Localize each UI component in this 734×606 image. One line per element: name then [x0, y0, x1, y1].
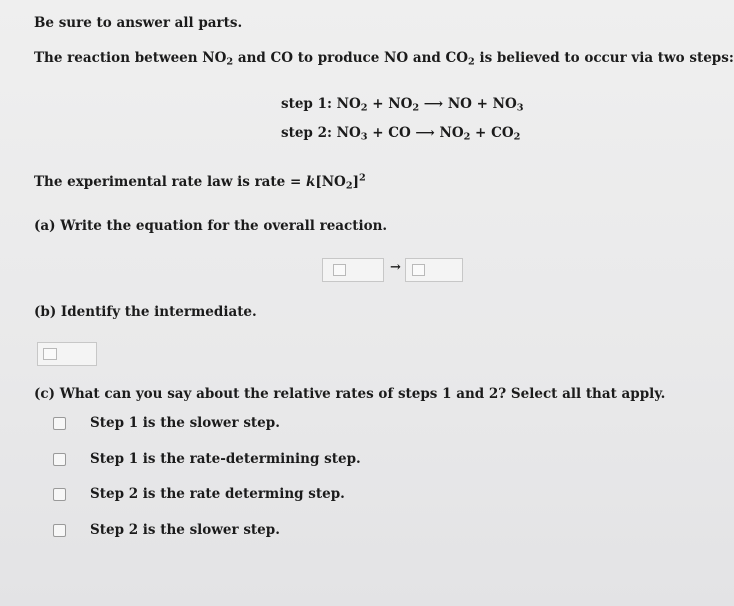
- part-b-prompt: (b) Identify the intermediate.: [34, 304, 257, 320]
- products-input-slot: [412, 264, 425, 276]
- option-checkbox-2[interactable]: [53, 453, 66, 466]
- option-checkbox-4[interactable]: [53, 524, 66, 537]
- option-label-3: Step 2 is the rate determing step.: [90, 486, 345, 502]
- intermediate-input[interactable]: [37, 342, 97, 366]
- part-c-prompt: (c) What can you say about the relative rates of steps 1 and 2? Select all that apply.: [34, 386, 666, 402]
- option-label-2: Step 1 is the rate-determining step.: [90, 451, 361, 467]
- reaction-arrow: →: [390, 260, 401, 275]
- option-checkbox-3[interactable]: [53, 488, 66, 501]
- mechanism-step-2: step 2: $NO_3$ + CO ⟶ $NO_2 + CO_2$: [281, 125, 521, 143]
- option-checkbox-1[interactable]: [53, 417, 66, 430]
- reactants-input[interactable]: [322, 258, 384, 282]
- option-label-1: Step 1 is the slower step.: [90, 415, 280, 431]
- instruction-text: Be sure to answer all parts.: [34, 15, 243, 31]
- mechanism-step-1: step 1: $NO_2 + NO_2$ ⟶ NO + $NO_3$: [281, 96, 524, 114]
- intermediate-input-slot: [43, 348, 57, 360]
- question-intro: The reaction between $NO_2$ and CO to produce NO and $CO_2$ is believed to occur via two steps:: [34, 50, 734, 68]
- option-label-4: Step 2 is the slower step.: [90, 522, 280, 538]
- rate-law: The experimental rate law is rate = $k[NO_2]^2$: [34, 172, 366, 192]
- part-a-prompt: (a) Write the equation for the overall reaction.: [34, 218, 388, 234]
- products-input[interactable]: [405, 258, 463, 282]
- reactants-input-slot: [333, 264, 346, 276]
